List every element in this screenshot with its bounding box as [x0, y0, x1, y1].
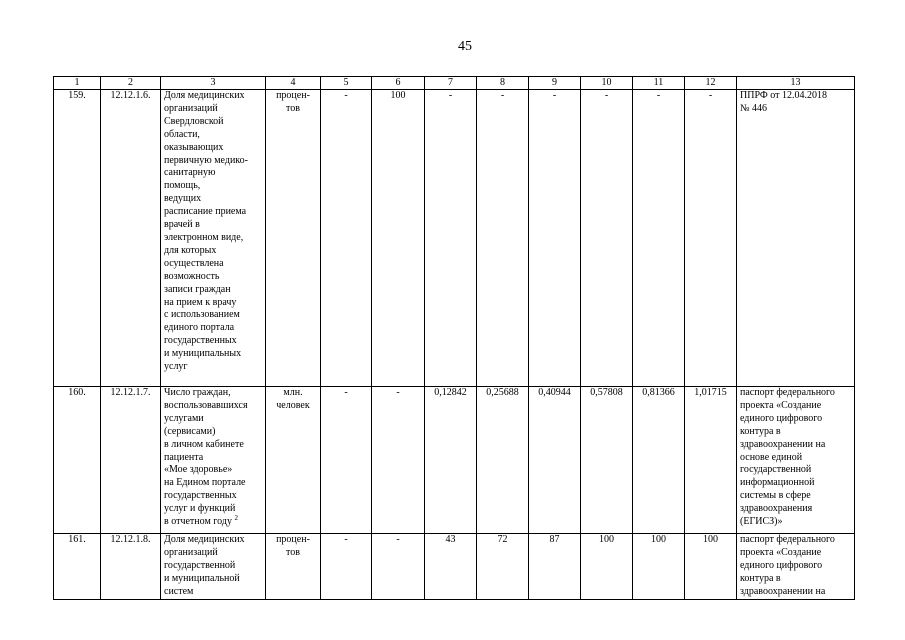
- source-line: единого цифрового: [740, 559, 823, 571]
- description-line: воспользовавшихся: [164, 399, 248, 411]
- unit-cell: [266, 387, 321, 534]
- value-cell: -: [321, 387, 372, 534]
- value-cell: 100: [372, 90, 425, 387]
- description-line: систем: [164, 585, 194, 597]
- description-line: первичную медико-: [164, 154, 248, 166]
- description-line: для которых: [164, 244, 217, 256]
- column-header: 9: [529, 77, 581, 90]
- source-line: проекта «Создание: [740, 399, 822, 411]
- description-line: государственных: [164, 490, 237, 502]
- source-line: № 446: [740, 102, 768, 114]
- description-line: санитарную: [164, 167, 216, 179]
- source-line: паспорт федерального: [740, 534, 835, 545]
- description-line: осуществлена: [164, 257, 224, 269]
- column-header: 8: [477, 77, 529, 90]
- value-cell: 0,40944: [529, 387, 581, 534]
- value-cell: -: [633, 90, 685, 387]
- column-header: 13: [737, 77, 855, 90]
- description-line: (сервисами): [164, 425, 216, 437]
- description-line: на Едином портале: [164, 477, 246, 489]
- source-line: проекта «Создание: [740, 546, 822, 558]
- description-line: государственных: [164, 335, 237, 347]
- column-header: 2: [101, 77, 161, 90]
- column-header: 12: [685, 77, 737, 90]
- indicator-code: 12.12.1.6.: [101, 90, 161, 387]
- unit-line: человек: [276, 399, 310, 411]
- footnote-marker: 2: [234, 514, 238, 523]
- indicators-table: [53, 76, 855, 600]
- column-header: 10: [581, 77, 633, 90]
- value-cell: 0,25688: [477, 387, 529, 534]
- description-line: «Мое здоровье»: [164, 464, 233, 476]
- description-line: пациента: [164, 451, 204, 463]
- description-line: области,: [164, 128, 200, 140]
- unit-cell: [266, 534, 321, 600]
- unit-line: тов: [286, 102, 300, 114]
- source-line: единого цифрового: [740, 412, 823, 424]
- description-line: единого портала: [164, 322, 235, 334]
- source-line: (ЕГИСЗ)»: [740, 516, 783, 528]
- unit-line: тов: [286, 546, 300, 558]
- description-line: помощь,: [164, 180, 201, 192]
- description-line: с использованием: [164, 309, 240, 321]
- description-line: и муниципальных: [164, 348, 242, 360]
- description-line: и муниципальной: [164, 572, 240, 584]
- source-line: здравоохранения: [740, 503, 813, 515]
- indicator-description: [161, 90, 266, 387]
- column-header: 7: [425, 77, 477, 90]
- value-cell: 100: [633, 534, 685, 600]
- value-cell: 0,81366: [633, 387, 685, 534]
- value-cell: 100: [581, 534, 633, 600]
- row-number: 161.: [54, 534, 101, 600]
- description-line: государственной: [164, 559, 236, 571]
- description-line: услуг: [164, 361, 188, 373]
- description-line: электронном виде,: [164, 231, 244, 243]
- indicator-description: [161, 534, 266, 600]
- value-cell: -: [372, 534, 425, 600]
- unit-line: процен-: [276, 90, 310, 101]
- table-row: [54, 387, 855, 534]
- value-cell: -: [425, 90, 477, 387]
- source-cell: [737, 90, 855, 387]
- source-line: паспорт федерального: [740, 387, 835, 398]
- source-line: здравоохранении на: [740, 585, 826, 597]
- description-line: Свердловской: [164, 115, 224, 127]
- column-number-row: [54, 77, 855, 90]
- description-line: организаций: [164, 102, 218, 114]
- indicator-code: 12.12.1.7.: [101, 387, 161, 534]
- value-cell: 87: [529, 534, 581, 600]
- source-line: основе единой: [740, 451, 803, 463]
- column-header: 6: [372, 77, 425, 90]
- table-row: [54, 90, 855, 387]
- value-cell: -: [477, 90, 529, 387]
- value-cell: -: [321, 90, 372, 387]
- description-line: записи граждан: [164, 283, 231, 295]
- description-line-with-footnote: [164, 516, 262, 529]
- value-cell: 100: [685, 534, 737, 600]
- source-line: контура в: [740, 572, 781, 584]
- source-line: информационной: [740, 477, 815, 489]
- indicator-description: [161, 387, 266, 534]
- value-cell: 1,01715: [685, 387, 737, 534]
- column-header: 4: [266, 77, 321, 90]
- source-cell: [737, 534, 855, 600]
- description-line: услугами: [164, 412, 204, 424]
- description-line: расписание приема: [164, 206, 247, 218]
- description-line: организаций: [164, 546, 218, 558]
- value-cell: -: [529, 90, 581, 387]
- page-number: 45: [458, 39, 472, 54]
- column-header: 5: [321, 77, 372, 90]
- description-line: в отчетном году: [164, 516, 232, 528]
- source-line: контура в: [740, 425, 781, 437]
- value-cell: -: [685, 90, 737, 387]
- description-line: возможность: [164, 270, 220, 282]
- unit-line: процен-: [276, 534, 310, 545]
- source-line: государственной: [740, 464, 812, 476]
- source-line: системы в сфере: [740, 490, 811, 502]
- source-cell: [737, 387, 855, 534]
- description-line: Число граждан,: [164, 387, 231, 398]
- source-line: здравоохранении на: [740, 438, 826, 450]
- description-line: Доля медицинских: [164, 90, 245, 101]
- column-header: 1: [54, 77, 101, 90]
- value-cell: 0,12842: [425, 387, 477, 534]
- table-row: [54, 534, 855, 600]
- column-header: 11: [633, 77, 685, 90]
- unit-cell: [266, 90, 321, 387]
- description-line: врачей в: [164, 219, 200, 231]
- value-cell: 43: [425, 534, 477, 600]
- column-header: 3: [161, 77, 266, 90]
- value-cell: -: [321, 534, 372, 600]
- row-number: 159.: [54, 90, 101, 387]
- description-line: на прием к врачу: [164, 296, 237, 308]
- indicator-code: 12.12.1.8.: [101, 534, 161, 600]
- description-line: в личном кабинете: [164, 438, 244, 450]
- description-line: услуг и функций: [164, 503, 236, 515]
- value-cell: -: [581, 90, 633, 387]
- source-line: ППРФ от 12.04.2018: [740, 90, 827, 101]
- description-line: ведущих: [164, 193, 202, 205]
- unit-line: млн.: [283, 387, 303, 398]
- value-cell: -: [372, 387, 425, 534]
- description-line: оказывающих: [164, 141, 224, 153]
- description-line: Доля медицинских: [164, 534, 245, 545]
- value-cell: 0,57808: [581, 387, 633, 534]
- value-cell: 72: [477, 534, 529, 600]
- row-number: 160.: [54, 387, 101, 534]
